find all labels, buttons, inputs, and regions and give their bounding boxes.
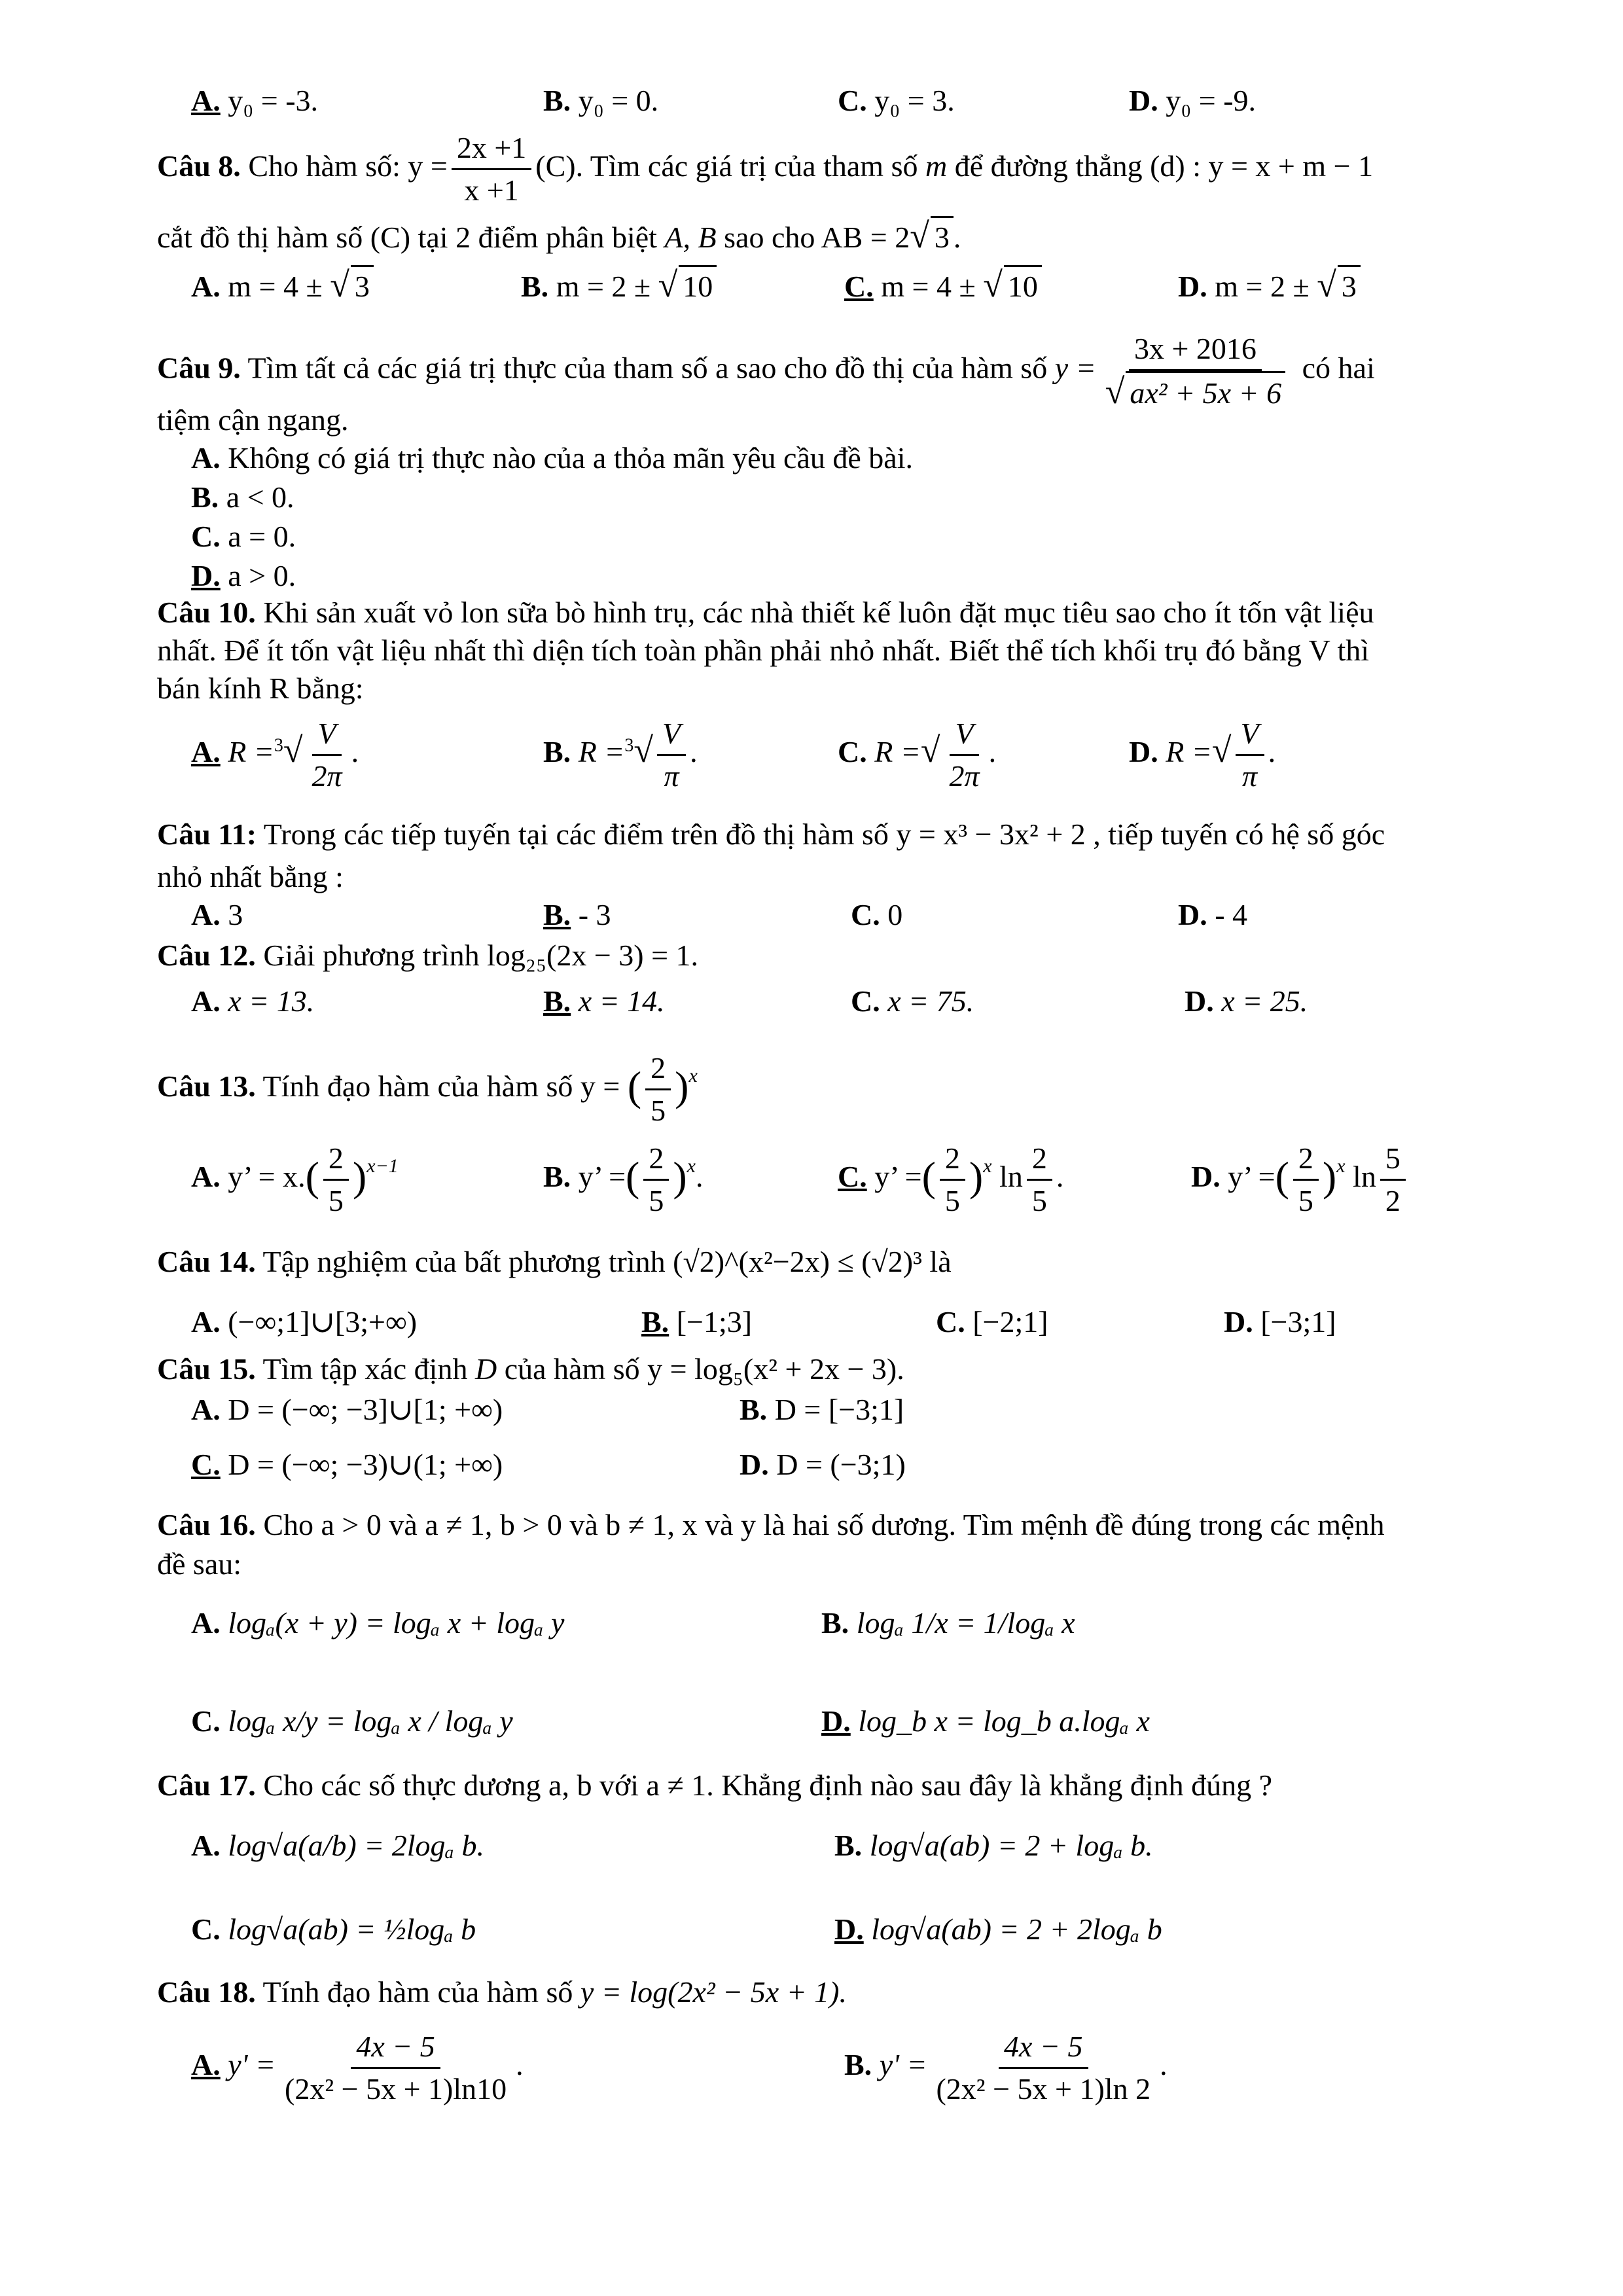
- q10-option-d: D. R =√ $\frac{V}{\pi}$ .: [1129, 713, 1275, 797]
- q8-option-a: A. m = 4 ± √ 3: [191, 265, 374, 306]
- q14-option-d: D. [−3;1]: [1224, 1305, 1336, 1338]
- q12-stem: Câu 12. Giải phương trình log₂₅(2x − 3) = 1.: [157, 939, 699, 972]
- q10-stem-line2: nhất. Để ít tốn vật liệu nhất thì diện tích toàn phần phải nhỏ nhất. Biết thể tích khối trụ đó bằng V thì: [157, 634, 1370, 667]
- q7-option-c: C. y₀ = 3.: [838, 84, 955, 117]
- q13-option-b: B. y’ =( $\frac{2}{5}$ )$^x$.: [543, 1131, 704, 1223]
- q17-option-a: A. log√a(a/b) = 2logₐ b.: [191, 1829, 484, 1862]
- q9-option-c: C. a = 0.: [191, 520, 296, 553]
- q10-option-b: B. R =$^3$√ $\frac{V}{\pi}$ .: [543, 713, 698, 797]
- q11-stem: Câu 11: Trong các tiếp tuyến tại các điểm trên đồ thị hàm số y = x³ − 3x² + 2 , tiếp tuyến có hệ số góc: [157, 817, 1385, 851]
- q18-option-b: B. y' = $\frac{4x - 5}{\text{(2x² − 5x + 1)ln 2}}$ .: [844, 2019, 1168, 2111]
- q10-option-c: C. R =√ $\frac{V}{2\pi}$ .: [838, 713, 996, 797]
- q12-option-c: C. x = 75.: [851, 984, 974, 1018]
- q17-option-c: C. log√a(ab) = ½logₐ b: [191, 1912, 476, 1946]
- q16-option-a: A. logₐ(x + y) = logₐ x + logₐ y: [191, 1606, 565, 1640]
- q17-option-b: B. log√a(ab) = 2 + logₐ b.: [834, 1829, 1153, 1862]
- q13-option-c: C. y’ =( $\frac{2}{5}$ )$^x$ ln $\frac{2}{5}$ .: [838, 1131, 1063, 1223]
- q11-option-a: A. 3: [191, 898, 243, 931]
- q11-option-d: D. - 4: [1178, 898, 1248, 931]
- q16-stem: Câu 16. Cho a > 0 và a ≠ 1, b > 0 và b ≠ 1, x và y là hai số dương. Tìm mệnh đề đúng trong các mệnh: [157, 1508, 1385, 1541]
- q11-option-c: C. 0: [851, 898, 903, 931]
- q13-stem: Câu 13. Tính đạo hàm của hàm số y = ( $\frac{2}{5}$ )$^x$: [157, 1041, 698, 1132]
- q15-option-b: B. D = [−3;1]: [740, 1393, 904, 1426]
- q10-stem: Câu 10. Khi sản xuất vỏ lon sữa bò hình trụ, các nhà thiết kế luôn đặt mục tiêu sao cho ít tốn vật liệu: [157, 596, 1374, 629]
- q16-option-b: B. logₐ 1/x = 1/logₐ x: [821, 1606, 1075, 1640]
- q10-option-a: A. R =$^3$√ $\frac{V}{2\pi}$ .: [191, 713, 359, 797]
- q11-option-b: B. - 3: [543, 898, 611, 931]
- q7-option-d: D. y₀ = -9.: [1129, 84, 1257, 117]
- q12-option-b: B. x = 14.: [543, 984, 665, 1018]
- q17-option-d: D. log√a(ab) = 2 + 2logₐ b: [834, 1912, 1162, 1946]
- q9-option-a: A. Không có giá trị thực nào của a thỏa mãn yêu cầu đề bài.: [191, 441, 914, 475]
- q18-option-a: A. y' = $\frac{4x - 5}{\text{(2x² − 5x + 1)ln10}}$ .: [191, 2019, 524, 2111]
- q9-stem-line2: tiệm cận ngang.: [157, 403, 349, 437]
- q16-option-c: C. logₐ x/y = logₐ x / logₐ y: [191, 1704, 513, 1738]
- q9-stem: Câu 9. Tìm tất cả các giá trị thực của tham số a sao cho đồ thị của hàm số y = $\frac{3x + 2016}{\text{√ ax² + 5x + 6}}$ có hai: [157, 329, 1375, 414]
- q9-option-b: B. a < 0.: [191, 480, 294, 514]
- q10-stem-line3: bán kính R bằng:: [157, 672, 364, 705]
- q15-option-d: D. D = (−3;1): [740, 1448, 906, 1481]
- q8-stem: Câu 8. Cho hàm số: y = $\frac{2x +1}{x +1}$ (C). Tìm các giá trị của tham số m để đường thẳng (d) : y = x + m − 1: [157, 128, 1373, 211]
- q13-option-a: A. y’ = x.( $\frac{2}{5}$ )$^{x-1}$: [191, 1131, 399, 1223]
- q13-option-d: D. y’ =( $\frac{2}{5}$ )$^x$ ln $\frac{5}{2}$: [1191, 1131, 1410, 1223]
- q16-option-d: D. log_b x = log_b a.logₐ x: [821, 1704, 1150, 1738]
- q7-option-a: A. y₀ = -3.: [191, 84, 319, 117]
- q7-option-b: B. y₀ = 0.: [543, 84, 659, 117]
- q8-option-b: B. m = 2 ± √ 10: [521, 265, 717, 306]
- q17-stem: Câu 17. Cho các số thực dương a, b với a ≠ 1. Khẳng định nào sau đây là khẳng định đúng ?: [157, 1768, 1273, 1802]
- q15-option-c: C. D = (−∞; −3)∪(1; +∞): [191, 1448, 503, 1481]
- q12-option-d: D. x = 25.: [1185, 984, 1308, 1018]
- q14-stem: Câu 14. Tập nghiệm của bất phương trình (√2)^(x²−2x) ≤ (√2)³ là: [157, 1245, 952, 1278]
- q8-option-d: D. m = 2 ± √ 3: [1178, 265, 1361, 306]
- q18-stem: Câu 18. Tính đạo hàm của hàm số y = log(2x² − 5x + 1).: [157, 1975, 847, 2009]
- q14-option-b: B. [−1;3]: [641, 1305, 753, 1338]
- q15-stem: Câu 15. Tìm tập xác định D của hàm số y = log₅(x² + 2x − 3).: [157, 1352, 904, 1386]
- q14-option-a: A. (−∞;1]∪[3;+∞): [191, 1305, 418, 1338]
- q15-option-a: A. D = (−∞; −3]∪[1; +∞): [191, 1393, 503, 1426]
- q14-option-c: C. [−2;1]: [936, 1305, 1048, 1338]
- q8-option-c: C. m = 4 ± √ 10: [844, 265, 1042, 306]
- q11-stem-line2: nhỏ nhất bằng :: [157, 860, 344, 893]
- q12-option-a: A. x = 13.: [191, 984, 315, 1018]
- q8-fraction: $\frac{2x +1}{x +1}$: [452, 128, 531, 211]
- q9-option-d: D. a > 0.: [191, 559, 296, 592]
- q16-stem-line2: đề sau:: [157, 1547, 242, 1581]
- q8-stem-line2: cắt đồ thị hàm số (C) tại 2 điểm phân biệt A, B sao cho AB = 2√ 3 .: [157, 216, 961, 257]
- q9-fraction: $\frac{3x + 2016}{\text{√ ax² + 5x + 6}}$: [1100, 329, 1291, 414]
